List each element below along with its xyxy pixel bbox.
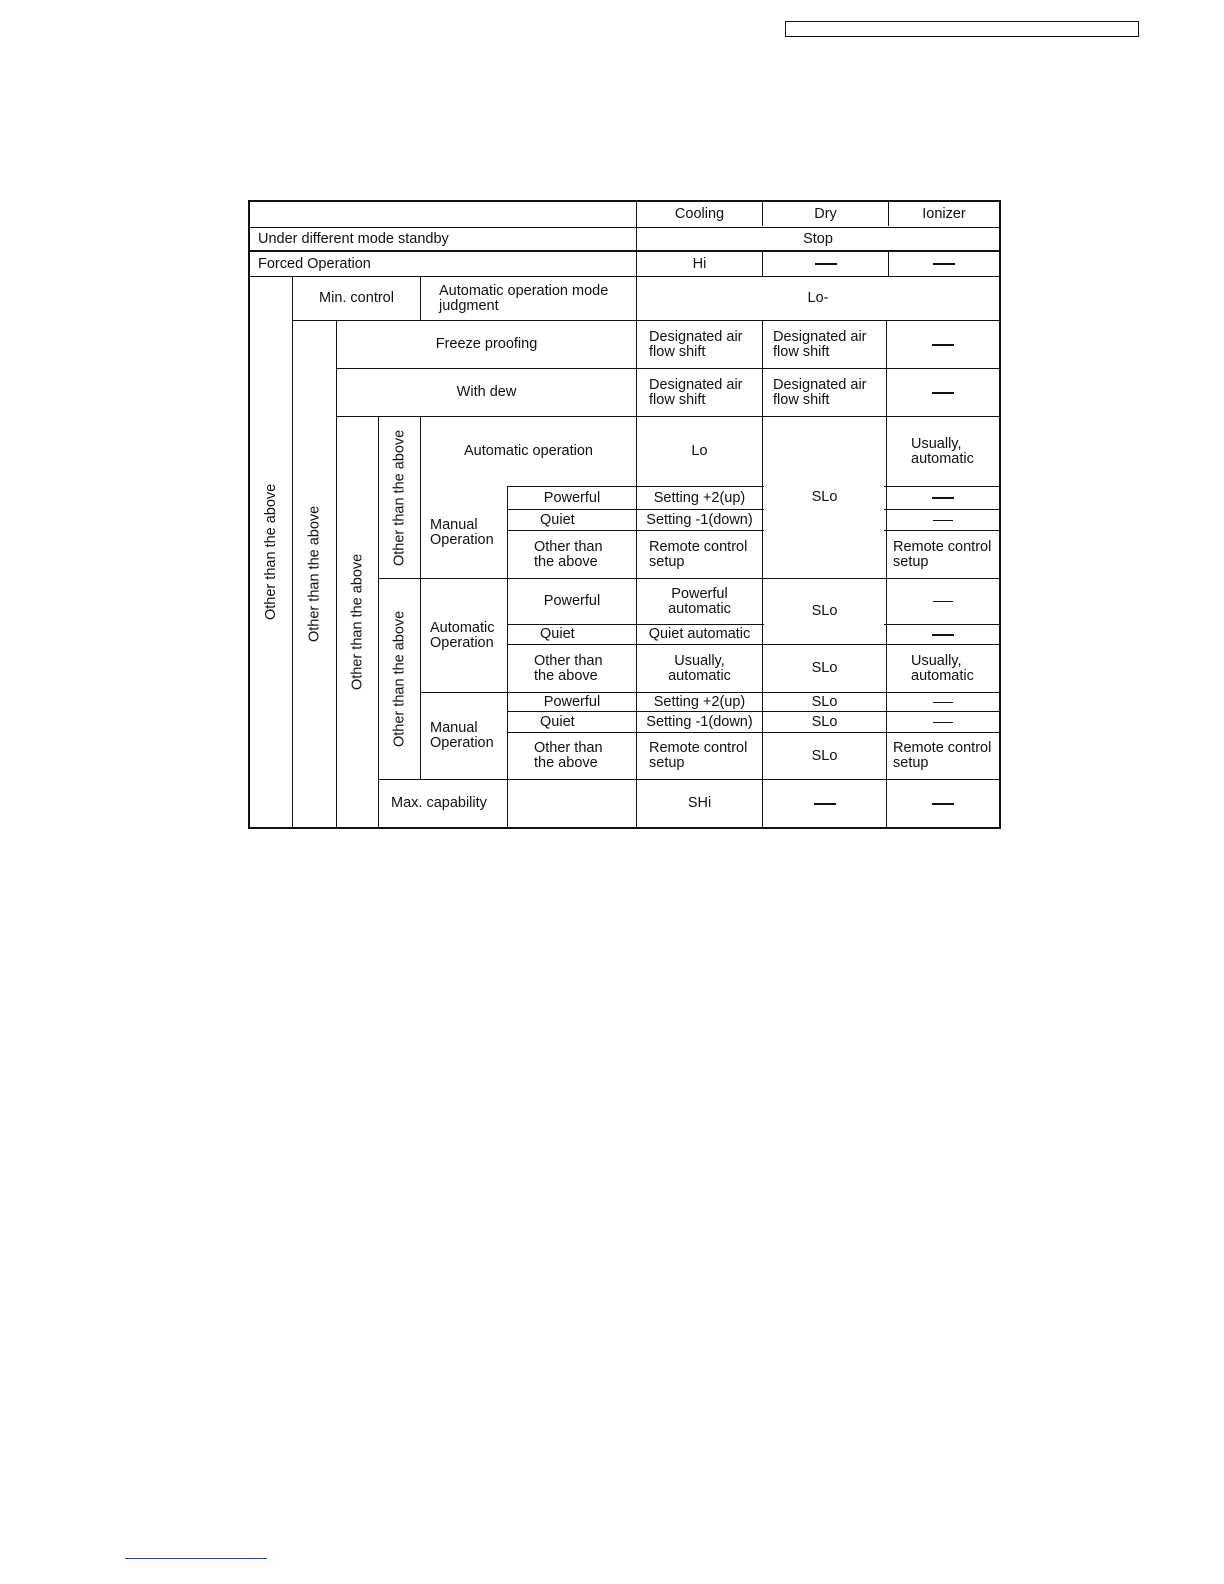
manual-1-quiet-ionizer-dash xyxy=(887,510,999,530)
row-freeze-label: Freeze proofing xyxy=(435,336,538,352)
row-standby-value: Stop xyxy=(803,230,833,247)
manual-2-other: Other than the above xyxy=(534,740,603,771)
manual-1-powerful-cooling: Setting +2(up) xyxy=(653,489,746,506)
auto-2-quiet-ionizer-dash xyxy=(887,625,999,644)
header-ionizer: Ionizer xyxy=(922,206,966,222)
auto-2-powerful-cooling: Powerful automatic xyxy=(668,585,731,617)
row-min-control-sub: Automatic operation mode judgment xyxy=(439,282,609,314)
auto-2-other-ionizer: Usually, automatic xyxy=(911,652,974,684)
row-forced-label: Forced Operation xyxy=(258,255,371,272)
row-min-control-label: Min. control xyxy=(319,290,394,306)
row-dew-label: With dew xyxy=(456,384,517,400)
manual-2-label: Manual Operation xyxy=(430,720,494,751)
manual-1-dry: SLo xyxy=(811,489,838,505)
vertical-label-level-1: Other than the above xyxy=(263,483,279,621)
manual-1-quiet: Quiet xyxy=(540,511,575,528)
manual-1-other-cooling: Remote control setup xyxy=(649,538,748,570)
manual-2-quiet: Quiet xyxy=(540,713,575,730)
auto-2-other: Other than the above xyxy=(534,652,603,684)
manual-1-quiet-cooling: Setting -1(down) xyxy=(646,511,753,528)
header-dry: Dry xyxy=(814,206,837,222)
auto-2-powerful: Powerful xyxy=(543,593,601,609)
manual-2-other-dry: SLo xyxy=(811,747,838,764)
header-cooling: Cooling xyxy=(674,206,725,222)
vertical-label-level-3: Other than the above xyxy=(349,553,366,691)
fan-speed-table xyxy=(248,200,1001,829)
row-max-label: Max. capability xyxy=(391,795,487,811)
manual-2-other-cooling: Remote control setup xyxy=(649,740,748,771)
footer-rule xyxy=(125,1558,267,1559)
manual-1-powerful-ionizer-dash xyxy=(887,487,999,509)
vertical-label-level-2: Other than the above xyxy=(306,505,323,643)
row-auto-op-cooling: Lo xyxy=(691,443,708,459)
row-freeze-cooling: Designated air flow shift xyxy=(649,328,743,360)
manual-2-other-ionizer: Remote control setup xyxy=(893,740,992,771)
auto-2-powerful-ionizer-dash xyxy=(887,579,999,624)
manual-2-powerful-cooling: Setting +2(up) xyxy=(653,693,746,710)
vertical-label-level-4b: Other than the above xyxy=(391,610,408,748)
row-dew-ionizer-dash xyxy=(887,369,999,416)
manual-2-powerful-ionizer-dash xyxy=(887,693,999,711)
header-box xyxy=(785,21,1139,37)
auto-2-pq-dry: SLo xyxy=(811,603,838,619)
row-min-control-value: Lo- xyxy=(807,290,829,306)
row-freeze-ionizer-dash xyxy=(887,321,999,368)
row-forced-dry-dash xyxy=(763,252,888,276)
auto-2-quiet-cooling: Quiet automatic xyxy=(648,626,751,642)
manual-1-other-ionizer: Remote control setup xyxy=(893,538,992,570)
row-forced-cooling: Hi xyxy=(692,255,707,272)
manual-2-quiet-ionizer-dash xyxy=(887,712,999,732)
manual-1-label: Manual Operation xyxy=(430,516,494,548)
manual-2-powerful-dry: SLo xyxy=(811,693,838,710)
row-max-ionizer-dash xyxy=(887,780,999,827)
row-dew-cooling: Designated air flow shift xyxy=(649,376,743,408)
row-auto-op-ionizer: Usually, automatic xyxy=(911,435,974,467)
auto-2-quiet: Quiet xyxy=(540,626,575,642)
row-standby-label: Under different mode standby xyxy=(258,230,449,247)
row-forced-ionizer-dash xyxy=(889,252,999,276)
manual-1-powerful: Powerful xyxy=(543,489,601,506)
manual-1-other: Other than the above xyxy=(534,538,603,570)
row-dew-dry: Designated air flow shift xyxy=(773,376,867,408)
auto-2-other-dry: SLo xyxy=(811,660,838,676)
row-max-dry-dash xyxy=(763,780,886,827)
manual-2-powerful: Powerful xyxy=(543,693,601,710)
manual-2-quiet-cooling: Setting -1(down) xyxy=(646,713,753,730)
row-freeze-dry: Designated air flow shift xyxy=(773,328,867,360)
manual-2-quiet-dry: SLo xyxy=(811,713,838,730)
auto-2-other-cooling: Usually, automatic xyxy=(668,652,731,684)
row-max-cooling: SHi xyxy=(687,795,712,811)
row-auto-op-label: Automatic operation xyxy=(464,443,593,459)
auto-2-label: Automatic Operation xyxy=(430,619,495,651)
vertical-label-level-4a: Other than the above xyxy=(391,429,408,566)
